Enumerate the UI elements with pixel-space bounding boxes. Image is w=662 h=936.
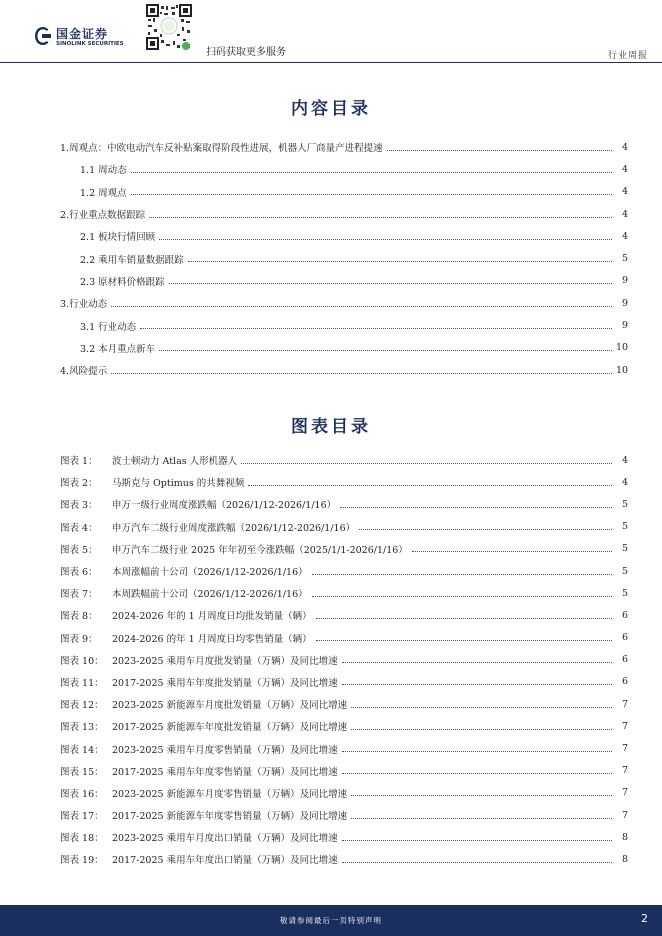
- company-logo: [34, 24, 134, 54]
- figure-page: 8: [621, 853, 628, 865]
- dot-leader: [149, 217, 612, 218]
- report-type-label: 行业周报: [607, 51, 648, 61]
- figure-caption: 马斯克与 Optimus 的共舞视频: [112, 478, 245, 490]
- figure-page: 4: [621, 476, 628, 488]
- figure-item[interactable]: [60, 737, 628, 759]
- toc-item-text: 2.1 板块行情回顾: [80, 232, 156, 244]
- figure-item[interactable]: [60, 671, 628, 693]
- figure-caption: 2017-2025 乘用车年度零售销量（万辆）及同比增速: [112, 766, 338, 778]
- figure-item[interactable]: [60, 760, 628, 782]
- figure-caption: 2023-2025 乘用车月度批发销量（万辆）及同比增速: [112, 655, 338, 667]
- toc-item-text: 2.2 乘用车销量数据跟踪: [80, 254, 184, 266]
- dot-leader: [342, 862, 612, 863]
- figure-item[interactable]: [60, 649, 628, 671]
- footer-disclaimer: 敬请参阅最后一页特别声明: [280, 916, 382, 925]
- figure-label: 图表 2：: [60, 478, 98, 490]
- figure-item[interactable]: [60, 715, 628, 737]
- figure-page: 7: [621, 765, 628, 777]
- figure-item[interactable]: [60, 604, 628, 626]
- toc-item-page: 9: [621, 297, 628, 309]
- figure-page: 5: [621, 587, 628, 599]
- figure-page: 8: [621, 831, 628, 843]
- figure-label: 图表 18：: [60, 833, 104, 845]
- toc-item[interactable]: [60, 270, 628, 292]
- toc-item-page: 4: [621, 186, 628, 198]
- dot-leader: [340, 507, 612, 508]
- figure-caption: 本周涨幅前十公司（2026/1/12-2026/1/16）: [112, 567, 308, 579]
- toc-item-text: 2.行业重点数据跟踪: [60, 210, 146, 222]
- figure-caption: 2017-2025 新能源车年度零售销量（万辆）及同比增速: [112, 811, 348, 823]
- figure-caption: 2024-2026 年的 1 月周度日均批发销量（辆）: [112, 611, 312, 623]
- dot-leader: [159, 350, 612, 351]
- toc-item-page: 5: [621, 253, 628, 265]
- toc-item-page: 4: [621, 163, 628, 175]
- dot-leader: [342, 684, 612, 685]
- figure-index-title: 图表目录: [291, 417, 371, 437]
- figure-caption: 2023-2025 新能源车月度批发销量（万辆）及同比增速: [112, 700, 348, 712]
- figure-caption: 2023-2025 乘用车月度零售销量（万辆）及同比增速: [112, 744, 338, 756]
- toc-item-page: 4: [621, 141, 628, 153]
- header-divider: [0, 62, 662, 63]
- figure-page: 7: [621, 720, 628, 732]
- dot-leader: [111, 373, 612, 374]
- toc-item-text: 2.3 原材料价格跟踪: [80, 276, 165, 288]
- dot-leader: [342, 751, 612, 752]
- figure-item[interactable]: [60, 493, 628, 515]
- figure-caption: 2023-2025 新能源车月度零售销量（万辆）及同比增速: [112, 788, 348, 800]
- toc-item-text: 3.行业动态: [60, 299, 108, 311]
- toc-item[interactable]: [60, 158, 628, 180]
- figure-item[interactable]: [60, 804, 628, 826]
- figure-caption: 申万一级行业周度涨跌幅（2026/1/12-2026/1/16）: [112, 500, 337, 512]
- figure-label: 图表 6：: [60, 567, 98, 579]
- dot-leader: [131, 194, 612, 195]
- dot-leader: [316, 618, 612, 619]
- toc-item-page: 4: [621, 208, 628, 220]
- figure-label: 图表 4：: [60, 522, 98, 534]
- toc-item-page: 9: [621, 320, 628, 332]
- figure-page: 5: [621, 521, 628, 533]
- figure-page: 7: [621, 698, 628, 710]
- logo-english-name: SINOLINK SECURITIES: [56, 41, 124, 47]
- dot-leader: [387, 150, 612, 151]
- qr-caption: 扫码获取更多服务: [206, 47, 286, 58]
- dot-leader: [312, 574, 612, 575]
- dot-leader: [111, 306, 612, 307]
- figure-page: 7: [621, 809, 628, 821]
- figure-caption: 2024-2026 的年 1 月周度日均零售销量（辆）: [112, 633, 312, 645]
- toc-item-page: 10: [616, 342, 629, 354]
- figure-page: 6: [621, 654, 628, 666]
- toc-item[interactable]: [60, 203, 628, 225]
- figure-list: [60, 449, 628, 871]
- figure-caption: 申万汽车二级行业周度涨跌幅（2026/1/12-2026/1/16）: [112, 522, 356, 534]
- dot-leader: [351, 729, 612, 730]
- dot-leader: [342, 840, 612, 841]
- figure-label: 图表 7：: [60, 589, 98, 601]
- toc-item-text: 1.2 周观点: [80, 187, 127, 199]
- figure-caption: 本周跌幅前十公司（2026/1/12-2026/1/16）: [112, 589, 308, 601]
- figure-caption: 2023-2025 乘用车月度出口销量（万辆）及同比增速: [112, 833, 338, 845]
- figure-label: 图表 5：: [60, 544, 98, 556]
- figure-item[interactable]: [60, 848, 628, 870]
- figure-caption: 2017-2025 乘用车年度出口销量（万辆）及同比增速: [112, 855, 338, 867]
- dot-leader: [359, 529, 612, 530]
- toc-item-text: 1.周观点：中欧电动汽车反补贴案取得阶段性进展，机器人厂商量产进程提速: [60, 143, 383, 155]
- figure-label: 图表 11：: [60, 677, 104, 689]
- dot-leader: [188, 261, 612, 262]
- figure-label: 图表 16：: [60, 788, 104, 800]
- figure-page: 5: [621, 565, 628, 577]
- dot-leader: [169, 283, 612, 284]
- figure-label: 图表 10：: [60, 655, 104, 667]
- toc-title: 内容目录: [291, 99, 371, 119]
- dot-leader: [131, 172, 612, 173]
- toc-item[interactable]: [60, 337, 628, 359]
- logo-chinese-name: 国金证券: [56, 27, 109, 41]
- page-footer: [0, 905, 662, 936]
- figure-item[interactable]: [60, 627, 628, 649]
- figure-page: 6: [621, 609, 628, 621]
- toc-item-text: 3.2 本月重点新车: [80, 343, 156, 355]
- dot-leader: [412, 551, 612, 552]
- figure-label: 图表 19：: [60, 855, 104, 867]
- dot-leader: [342, 773, 612, 774]
- figure-label: 图表 15：: [60, 766, 104, 778]
- toc-item[interactable]: [60, 181, 628, 203]
- dot-leader: [316, 640, 612, 641]
- toc-item-text: 1.1 周动态: [80, 165, 127, 177]
- dot-leader: [241, 463, 612, 464]
- figure-page: 5: [621, 543, 628, 555]
- figure-item[interactable]: [60, 560, 628, 582]
- figure-page: 7: [621, 787, 628, 799]
- figure-label: 图表 1：: [60, 456, 98, 468]
- dot-leader: [351, 707, 612, 708]
- qr-code-icon[interactable]: [146, 4, 192, 50]
- toc-item[interactable]: [60, 247, 628, 269]
- figure-page: 7: [621, 743, 628, 755]
- figure-label: 图表 12：: [60, 700, 104, 712]
- toc-list: [60, 136, 628, 381]
- figure-label: 图表 13：: [60, 722, 104, 734]
- page-header: [0, 0, 662, 64]
- toc-item-text: 3.1 行业动态: [80, 321, 137, 333]
- dot-leader: [140, 328, 612, 329]
- figure-page: 6: [621, 676, 628, 688]
- page-number: 2: [641, 912, 648, 925]
- figure-item[interactable]: [60, 449, 628, 471]
- dot-leader: [312, 596, 612, 597]
- figure-page: 5: [621, 498, 628, 510]
- toc-item[interactable]: [60, 314, 628, 336]
- figure-label: 图表 8：: [60, 611, 98, 623]
- figure-item[interactable]: [60, 782, 628, 804]
- figure-caption: 2017-2025 新能源车年度批发销量（万辆）及同比增速: [112, 722, 348, 734]
- figure-label: 图表 14：: [60, 744, 104, 756]
- dot-leader: [342, 662, 612, 663]
- figure-item[interactable]: [60, 826, 628, 848]
- figure-item[interactable]: [60, 582, 628, 604]
- dot-leader: [248, 485, 612, 486]
- figure-caption: 波士顿动力 Atlas 人形机器人: [112, 456, 238, 468]
- figure-caption: 2017-2025 乘用车年度批发销量（万辆）及同比增速: [112, 677, 338, 689]
- toc-item[interactable]: [60, 225, 628, 247]
- dot-leader: [351, 795, 612, 796]
- figure-item[interactable]: [60, 471, 628, 493]
- dot-leader: [159, 239, 612, 240]
- figure-item[interactable]: [60, 693, 628, 715]
- figure-label: 图表 17：: [60, 811, 104, 823]
- figure-page: 4: [621, 454, 628, 466]
- toc-item-page: 10: [616, 364, 629, 376]
- figure-page: 6: [621, 632, 628, 644]
- figure-item[interactable]: [60, 516, 628, 538]
- toc-item[interactable]: [60, 136, 628, 158]
- toc-item-text: 4.风险提示: [60, 366, 108, 378]
- toc-item-page: 9: [621, 275, 628, 287]
- figure-item[interactable]: [60, 538, 628, 560]
- figure-caption: 申万汽车二级行业 2025 年年初至今涨跌幅（2025/1/1-2026/1/16）: [112, 544, 408, 556]
- figure-label: 图表 9：: [60, 633, 98, 645]
- figure-label: 图表 3：: [60, 500, 98, 512]
- toc-item[interactable]: [60, 292, 628, 314]
- logo-mark-icon: [34, 26, 52, 46]
- toc-item[interactable]: [60, 359, 628, 381]
- dot-leader: [351, 818, 612, 819]
- toc-item-page: 4: [621, 230, 628, 242]
